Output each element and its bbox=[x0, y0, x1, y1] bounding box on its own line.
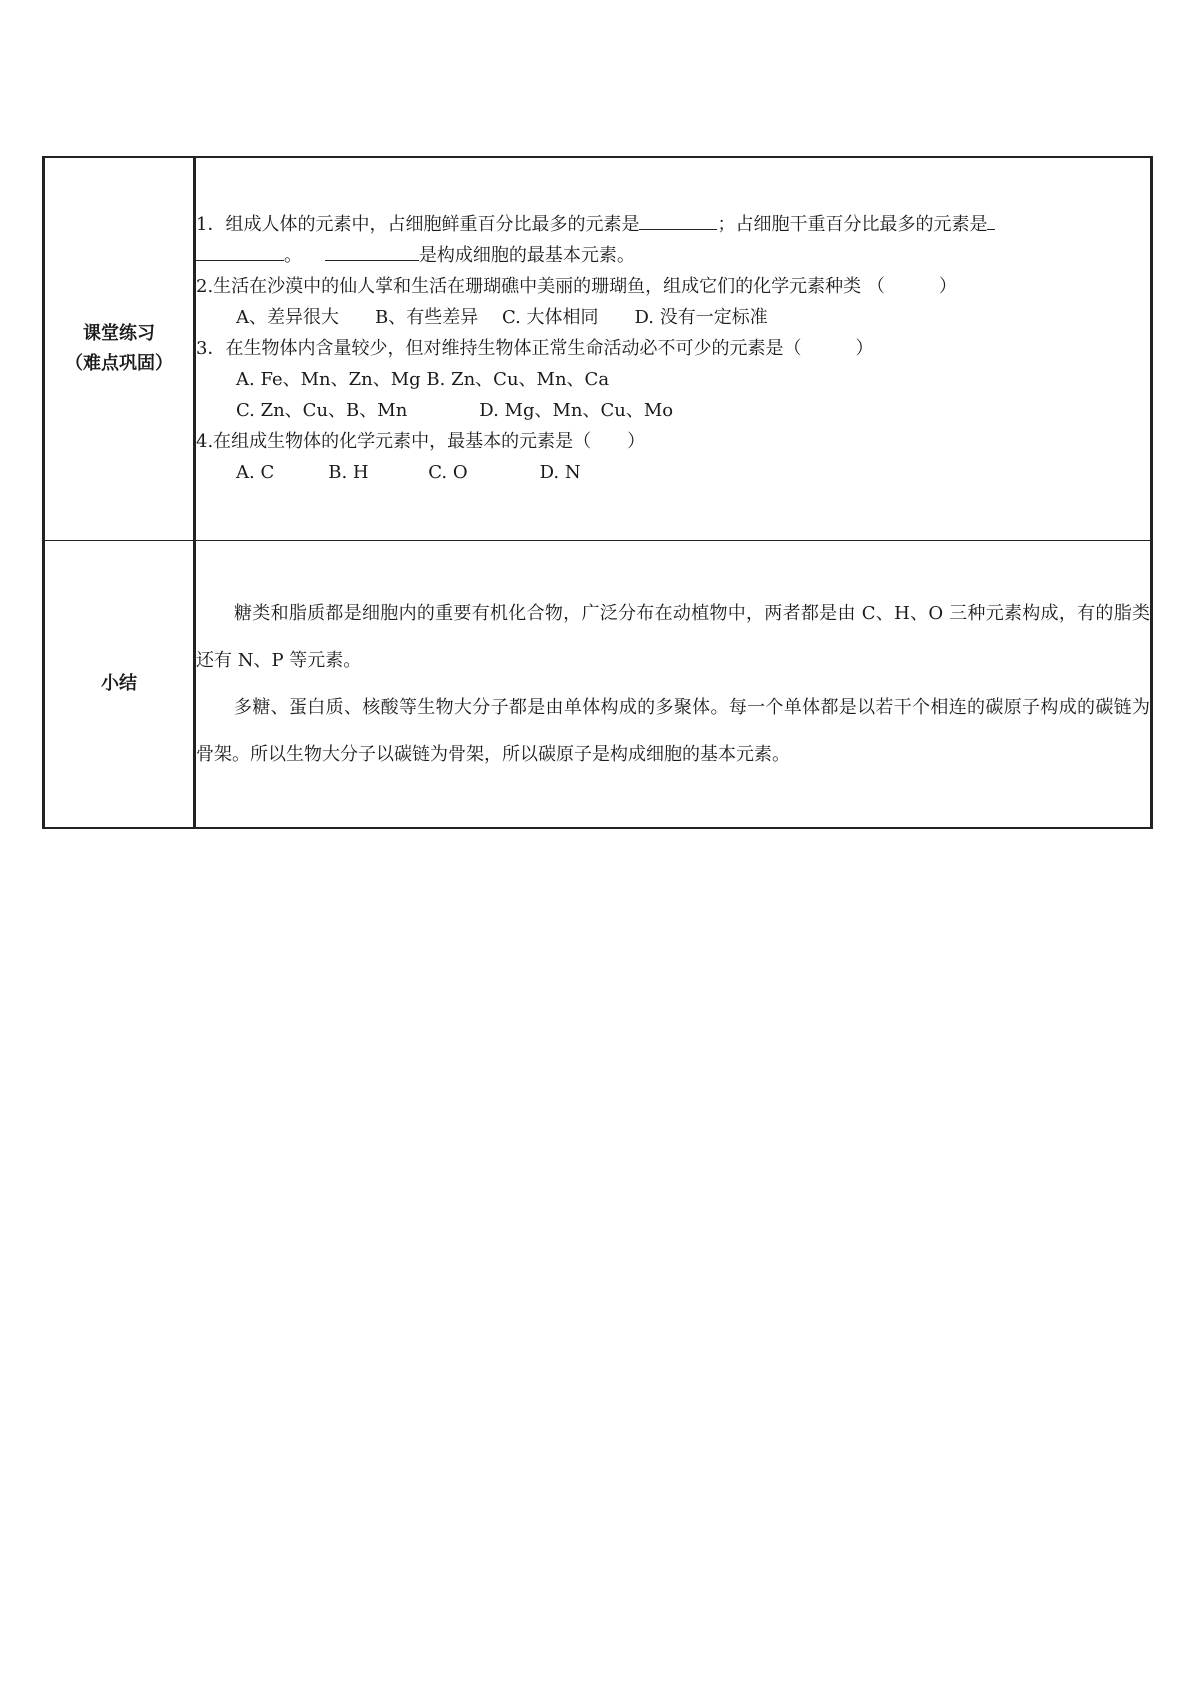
question-3-options-2: C. Zn、Cu、B、Mn D. Mg、Mn、Cu、Mo bbox=[236, 400, 674, 422]
question-1-text-b: ；占细胞干重百分比最多的元素是 bbox=[717, 214, 988, 236]
summary-row bbox=[44, 540, 1152, 828]
summary-label-cell bbox=[44, 540, 195, 828]
answer-blank-2a[interactable] bbox=[987, 209, 995, 230]
question-4-stem: 4.在组成生物体的化学元素中，最基本的元素是（ ） bbox=[196, 431, 646, 453]
answer-blank-2b[interactable] bbox=[196, 240, 284, 261]
question-1-text-c: 。 bbox=[284, 245, 302, 267]
question-4-options: A. C B. H C. O D. N bbox=[236, 462, 581, 484]
question-3-stem: 3．在生物体内含量较少，但对维持生物体正常生命活动必不可少的元素是（ ） bbox=[196, 338, 874, 360]
question-1-line-1 bbox=[196, 209, 1150, 240]
question-1-text-a: 1．组成人体的元素中，占细胞鲜重百分比最多的元素是 bbox=[196, 214, 640, 236]
lesson-table bbox=[42, 156, 1153, 829]
practice-label-cell bbox=[44, 157, 195, 540]
summary-content bbox=[195, 540, 1152, 828]
answer-blank-1[interactable] bbox=[639, 209, 717, 230]
practice-row bbox=[44, 157, 1152, 540]
summary-paragraph-1: 糖类和脂质都是细胞内的重要有机化合物，广泛分布在动植物中，两者都是由 C、H、O 三种元素构成，有的脂类还有 N、P 等元素。 bbox=[196, 602, 1150, 671]
practice-label: 课堂练习 bbox=[83, 322, 155, 344]
question-2-stem: 2.生活在沙漠中的仙人掌和生活在珊瑚礁中美丽的珊瑚鱼，组成它们的化学元素种类 （ ） bbox=[196, 276, 957, 298]
question-3-options-1: A. Fe、Mn、Zn、Mg B. Zn、Cu、Mn、Ca bbox=[236, 369, 610, 391]
summary-label: 小结 bbox=[101, 672, 137, 694]
practice-sublabel: （难点巩固） bbox=[65, 352, 173, 374]
summary-paragraph-2: 多糖、蛋白质、核酸等生物大分子都是由单体构成的多聚体。每一个单体都是以若干个相连的碳原子构成的碳链为骨架。所以生物大分子以碳链为骨架，所以碳原子是构成细胞的基本元素。 bbox=[196, 696, 1150, 765]
question-1-text-d: 是构成细胞的最基本元素。 bbox=[418, 245, 635, 267]
practice-content bbox=[195, 157, 1152, 540]
answer-blank-3[interactable] bbox=[325, 240, 419, 261]
question-1-line-2 bbox=[196, 240, 1150, 271]
question-2-options: A、差异很大 B、有些差异 C. 大体相同 D. 没有一定标准 bbox=[236, 307, 768, 329]
